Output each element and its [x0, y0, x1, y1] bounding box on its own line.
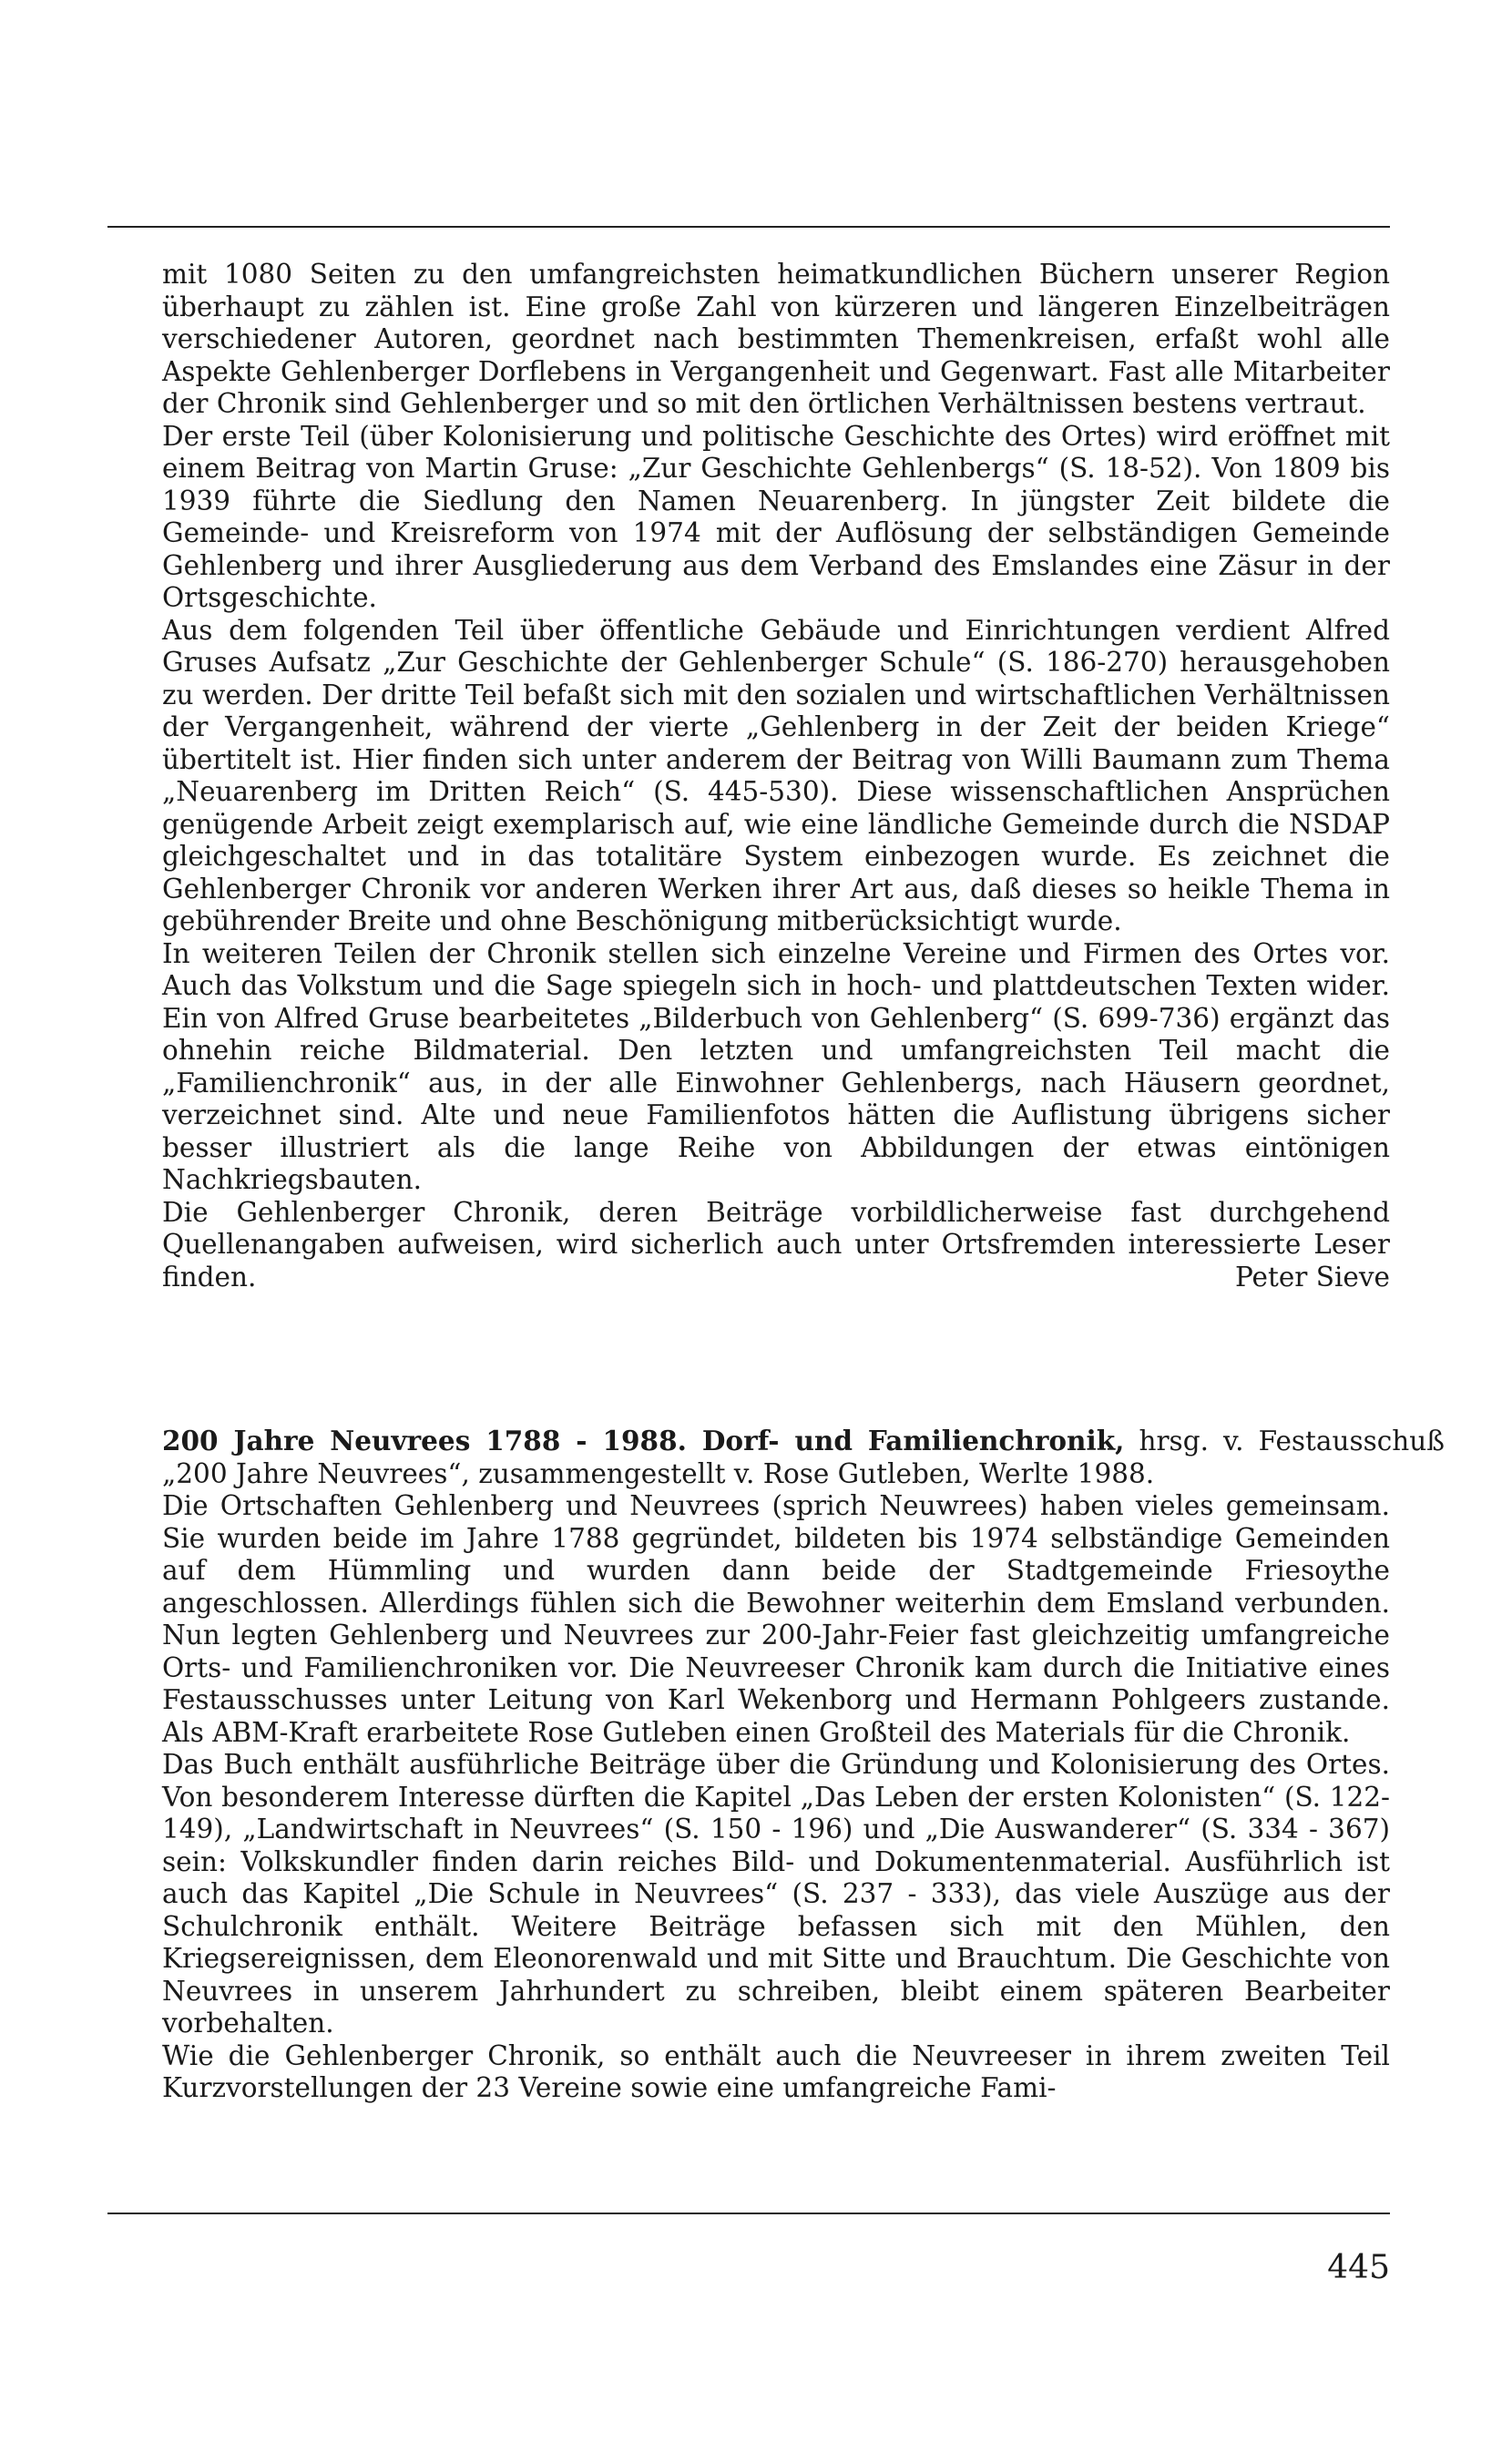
top-rule — [107, 226, 1390, 228]
paragraph: Aus dem folgenden Teil über öffentliche Gebäude und Einrichtungen verdient Alfred Gruses Aufsatz „Zur Geschichte der Gehlenberger Schule“ (S. 186-270) herausgehoben zu werden. Der dritte Teil befaßt sich mit den sozialen und wirtschaftlichen Verhältnissen der Vergangenheit, während der vierte „Gehlenberg in der Zeit der beiden Kriege“ übertitelt ist. Hier finden sich unter anderem der Beitrag von Willi Baumann zum Thema „Neuarenberg im Dritten Reich“ (S. 445-530). Diese wissenschaftlichen Ansprüchen genügende Arbeit zeigt exemplarisch auf, wie eine ländliche Gemeinde durch die NSDAP gleichgeschaltet und in das totalitäre System einbezogen wurde. Es zeichnet die Gehlenberger Chronik vor anderen Werken ihrer Art aus, daß dieses so heikle Thema in gebührender Breite und ohne Beschönigung mitberücksichtigt wurde. — [162, 614, 1390, 936]
review-gehlenberg — [162, 259, 1390, 1293]
paragraph: Wie die Gehlenberger Chronik, so enthält auch die Neuvreeser in ihrem zweiten Teil Kurzvorstellungen der 23 Vereine sowie eine umfangreiche Fami- — [162, 2039, 1390, 2103]
page-number: 445 — [1327, 2249, 1390, 2286]
book-details: hrsg. v. Festausschuß „200 Jahre Neuvrees“, zusammengestellt v. Rose Gutleben, Werlte 1988. — [162, 1426, 1446, 1489]
paragraph: Die Ortschaften Gehlenberg und Neuvrees (sprich Neuwrees) haben vieles gemeinsam. Sie wurden beide im Jahre 1788 gegründet, bildeten bis 1974 selbständige Gemeinden auf dem Hümmling und wurden dann beide der Stadtgemeinde Friesoythe angeschlossen. Allerdings fühlen sich die Bewohner weiterhin dem Emsland verbunden. Nun legten Gehlenberg und Neuvrees zur 200-Jahr-Feier fast gleichzeitig umfangreiche Orts- und Familienchroniken vor. Die Neuvreeser Chronik kam durch die Initiative eines Festausschusses unter Leitung von Karl Wekenborg und Hermann Pohlgeers zustande. Als ABM-Kraft erarbeitete Rose Gutleben einen Großteil des Materials für die Chronik. — [162, 1490, 1390, 1748]
review-neuvrees — [162, 1425, 1446, 2105]
reviewer-signature: Peter Sieve — [1235, 1261, 1390, 1293]
paragraph: Die Gehlenberger Chronik, deren Beiträge vorbildlicherweise fast durchgehend Quellenangaben aufweisen, wird sicherlich auch unter Ortsfremden interessierte Leser finden. — [162, 1196, 1390, 1293]
review-heading — [162, 1425, 1445, 1490]
bottom-rule — [107, 2213, 1390, 2214]
paragraph-closing — [162, 1197, 1390, 1294]
paragraph: mit 1080 Seiten zu den umfangreichsten heimatkundlichen Büchern unserer Region überhaupt zu zählen ist. Eine große Zahl von kürzeren und längeren Einzelbeiträgen verschiedener Autoren, geordnet nach bestimmten Themenkreisen, erfaßt wohl alle Aspekte Gehlenberger Dorflebens in Vergangenheit und Gegenwart. Fast alle Mitarbeiter der Chronik sind Gehlenberger und so mit den örtlichen Verhältnissen bestens vertraut. — [162, 259, 1390, 419]
paragraph: In weiteren Teilen der Chronik stellen sich einzelne Vereine und Firmen des Ortes vor. Auch das Volkstum und die Sage spiegeln sich in hoch- und plattdeutschen Texten wider. Ein von Alfred Gruse bearbeitetes „Bilderbuch von Gehlenberg“ (S. 699-736) ergänzt das ohnehin reiche Bildmaterial. Den letzten und umfangreichsten Teil macht die „Familienchronik“ aus, in der alle Einwohner Gehlenbergs, nach Häusern geordnet, verzeichnet sind. Alte und neue Familienfotos hätten die Auflistung übrigens sicher besser illustriert als die lange Reihe von Abbildungen der etwas eintönigen Nachkriegsbauten. — [162, 937, 1390, 1195]
paragraph: Der erste Teil (über Kolonisierung und politische Geschichte des Ortes) wird eröffnet mit einem Beitrag von Martin Gruse: „Zur Geschichte Gehlenbergs“ (S. 18-52). Von 1809 bis 1939 führte die Siedlung den Namen Neuarenberg. In jüngster Zeit bildete die Gemeinde- und Kreisreform von 1974 mit der Auflösung der selbständigen Gemeinde Gehlenberg und ihrer Ausgliederung aus dem Verband des Emslandes eine Zäsur in der Ortsgeschichte. — [162, 420, 1390, 613]
paragraph: Das Buch enthält ausführliche Beiträge über die Gründung und Kolonisierung des Ortes. Von besonderem Interesse dürften die Kapitel „Das Leben der ersten Kolonisten“ (S. 122- 149), „Landwirtschaft in Neuvrees“ (S. 150 - 196) und „Die Auswanderer“ (S. 334 - 367) sein: Volkskundler finden darin reiches Bild- und Dokumentenmaterial. Ausführlich ist auch das Kapitel „Die Schule in Neuvrees“ (S. 237 - 333), das viele Auszüge aus der Schulchronik enthält. Weitere Beiträge befassen sich mit den Mühlen, den Kriegsereignissen, dem Eleonorenwald und mit Sitte und Brauchtum. Die Geschichte von Neuvrees in unserem Jahrhundert zu schreiben, bleibt einem späteren Bearbeiter vorbehalten. — [162, 1749, 1390, 2039]
book-title: 200 Jahre Neuvrees 1788 - 1988. Dorf- und Familienchronik, — [162, 1425, 1125, 1456]
